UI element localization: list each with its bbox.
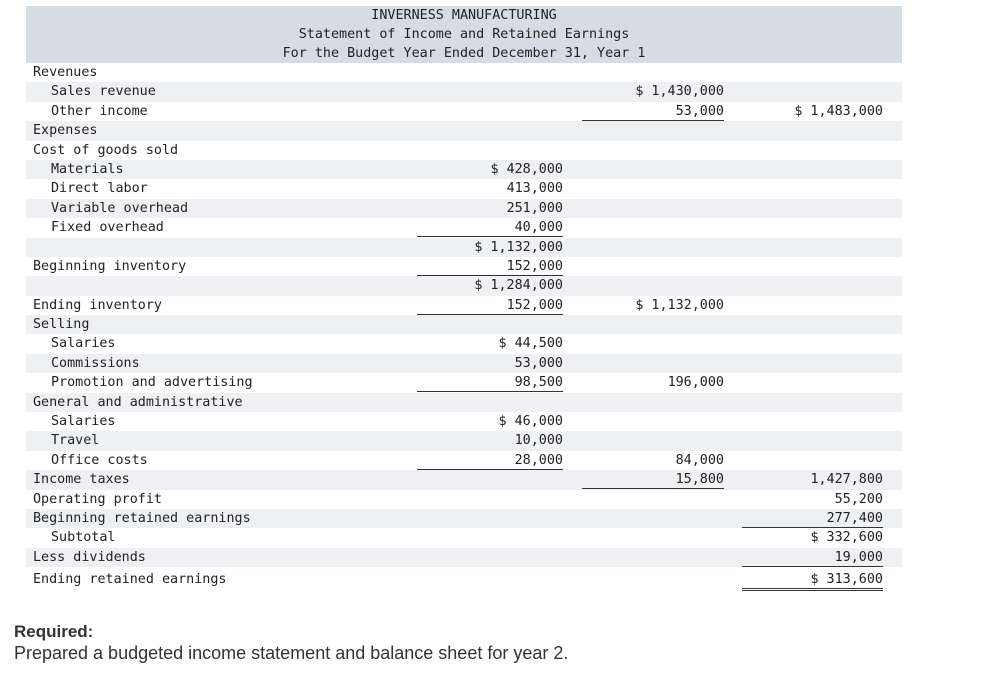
amount-col-1 xyxy=(417,509,563,527)
statement-row xyxy=(26,141,902,160)
row-label: General and administrative xyxy=(33,394,243,410)
statement-row xyxy=(26,102,902,121)
amount-col-3 xyxy=(742,238,883,256)
amount-col-2 xyxy=(582,393,724,411)
amount-col-2 xyxy=(582,528,724,546)
amount-col-2: 196,000 xyxy=(667,375,724,391)
statement-row xyxy=(26,315,902,334)
amount-col-1 xyxy=(417,470,563,488)
amount-col-3 xyxy=(742,63,883,81)
amount-col-2: $ 1,132,000 xyxy=(635,297,724,313)
row-label: Selling xyxy=(33,317,90,333)
amount-col-3 xyxy=(742,412,883,430)
amount-col-1: $ 1,284,000 xyxy=(474,278,563,294)
amount-col-3: $ 332,600 xyxy=(810,530,883,546)
statement-row xyxy=(26,470,902,489)
amount-col-1: $ 428,000 xyxy=(490,161,563,177)
amount-col-2: 15,800 xyxy=(582,470,724,489)
required-text: Prepared a budgeted income statement and balance sheet for year 2. xyxy=(14,643,569,663)
company-name: INVERNESS MANUFACTURING xyxy=(26,6,902,25)
amount-col-3 xyxy=(742,431,883,449)
amount-col-3 xyxy=(742,218,883,236)
amount-col-2 xyxy=(582,238,724,256)
row-label: Travel xyxy=(51,433,100,449)
statement-period: For the Budget Year Ended December 31, Year 1 xyxy=(26,44,902,63)
row-label: Expenses xyxy=(33,123,98,139)
statement-row xyxy=(26,63,902,82)
statement-row xyxy=(26,548,902,567)
statement-row xyxy=(26,393,902,412)
amount-col-2 xyxy=(582,570,724,588)
row-label: Promotion and advertising xyxy=(51,375,253,391)
statement-rows xyxy=(26,63,902,590)
statement-row xyxy=(26,82,902,101)
amount-col-3 xyxy=(742,257,883,275)
amount-col-1 xyxy=(417,82,563,100)
row-label: Less dividends xyxy=(33,549,146,565)
statement-row xyxy=(26,257,902,276)
amount-col-3 xyxy=(742,82,883,100)
amount-col-3 xyxy=(742,199,883,217)
statement-row xyxy=(26,431,902,450)
row-label: Commissions xyxy=(51,355,140,371)
amount-col-1 xyxy=(417,570,563,588)
amount-col-3 xyxy=(742,315,883,333)
amount-col-2 xyxy=(582,257,724,275)
statement-row xyxy=(26,276,902,295)
required-title: Required: xyxy=(14,622,94,641)
amount-col-2 xyxy=(582,509,724,527)
amount-col-3 xyxy=(742,179,883,197)
amount-col-1: $ 46,000 xyxy=(498,414,563,430)
row-label: Other income xyxy=(51,103,148,119)
statement-row xyxy=(26,528,902,547)
amount-col-2 xyxy=(582,121,724,139)
row-label: Operating profit xyxy=(33,491,162,507)
row-label: Revenues xyxy=(33,65,98,80)
statement-row xyxy=(26,509,902,528)
amount-col-1: 28,000 xyxy=(417,451,563,470)
amount-col-1 xyxy=(417,102,563,120)
amount-col-3 xyxy=(742,296,883,314)
amount-col-3: 1,427,800 xyxy=(810,472,883,488)
amount-col-1 xyxy=(417,315,563,333)
amount-col-3: 19,000 xyxy=(742,548,883,567)
amount-col-2 xyxy=(582,276,724,294)
amount-col-2 xyxy=(582,218,724,236)
amount-col-2 xyxy=(582,160,724,178)
row-label: Salaries xyxy=(51,336,116,352)
amount-col-3 xyxy=(742,451,883,469)
amount-col-2 xyxy=(582,315,724,333)
amount-col-2 xyxy=(582,199,724,217)
amount-col-1 xyxy=(417,490,563,508)
amount-col-3: 55,200 xyxy=(834,491,883,507)
amount-col-1 xyxy=(417,63,563,81)
statement-row xyxy=(26,490,902,509)
amount-col-2 xyxy=(582,354,724,372)
amount-col-1: $ 1,132,000 xyxy=(474,239,563,255)
amount-col-3: $ 1,483,000 xyxy=(794,103,883,119)
income-statement xyxy=(26,6,902,590)
statement-row xyxy=(26,160,902,179)
amount-col-1: 98,500 xyxy=(417,373,563,392)
amount-col-3 xyxy=(742,334,883,352)
statement-row xyxy=(26,296,902,315)
row-label: Materials xyxy=(51,161,124,177)
amount-col-3 xyxy=(742,276,883,294)
amount-col-3: $ 313,600 xyxy=(742,570,883,591)
amount-col-1: $ 44,500 xyxy=(498,336,563,352)
amount-col-2 xyxy=(582,490,724,508)
amount-col-1 xyxy=(417,528,563,546)
row-label: Office costs xyxy=(51,452,148,468)
statement-row xyxy=(26,412,902,431)
row-label: Beginning retained earnings xyxy=(33,510,251,526)
amount-col-1 xyxy=(417,393,563,411)
statement-row xyxy=(26,238,902,257)
amount-col-1: 10,000 xyxy=(514,433,563,449)
amount-col-3 xyxy=(742,354,883,372)
row-label: Sales revenue xyxy=(51,84,156,100)
statement-row xyxy=(26,570,902,589)
amount-col-1: 40,000 xyxy=(417,218,563,237)
statement-row xyxy=(26,373,902,392)
amount-col-1 xyxy=(417,141,563,159)
row-label: Cost of goods sold xyxy=(33,142,179,158)
amount-col-1: 53,000 xyxy=(514,355,563,371)
amount-col-1 xyxy=(417,121,563,139)
row-label: Income taxes xyxy=(33,472,130,488)
amount-col-2 xyxy=(582,334,724,352)
amount-col-3: 277,400 xyxy=(742,509,883,528)
amount-col-1 xyxy=(417,548,563,566)
row-label: Ending inventory xyxy=(33,297,162,313)
statement-row xyxy=(26,451,902,470)
amount-col-2 xyxy=(582,141,724,159)
amount-col-2: $ 1,430,000 xyxy=(635,84,724,100)
row-label: Salaries xyxy=(51,414,116,430)
row-label: Ending retained earnings xyxy=(33,572,227,588)
row-label: Fixed overhead xyxy=(51,220,164,236)
amount-col-3 xyxy=(742,121,883,139)
statement-row xyxy=(26,199,902,218)
amount-col-3 xyxy=(742,393,883,411)
amount-col-2 xyxy=(582,412,724,430)
amount-col-2 xyxy=(582,431,724,449)
amount-col-3 xyxy=(742,373,883,391)
amount-col-2 xyxy=(582,179,724,197)
statement-row xyxy=(26,121,902,140)
amount-col-3 xyxy=(742,141,883,159)
statement-title: Statement of Income and Retained Earnings xyxy=(26,25,902,44)
amount-col-2 xyxy=(582,548,724,566)
statement-row xyxy=(26,218,902,237)
row-label: Direct labor xyxy=(51,181,148,197)
amount-col-2 xyxy=(582,63,724,81)
row-label: Variable overhead xyxy=(51,200,189,216)
row-label: Subtotal xyxy=(51,530,116,546)
amount-col-1: 152,000 xyxy=(417,296,563,315)
amount-col-1: 152,000 xyxy=(417,257,563,276)
amount-col-1: 413,000 xyxy=(506,181,563,197)
required-section xyxy=(14,622,568,664)
amount-col-1: 251,000 xyxy=(506,200,563,216)
amount-col-3 xyxy=(742,160,883,178)
statement-row xyxy=(26,334,902,353)
statement-row xyxy=(26,354,902,373)
amount-col-2: 84,000 xyxy=(675,452,724,468)
amount-col-2: 53,000 xyxy=(582,102,724,121)
statement-row xyxy=(26,179,902,198)
row-label: Beginning inventory xyxy=(33,258,187,274)
